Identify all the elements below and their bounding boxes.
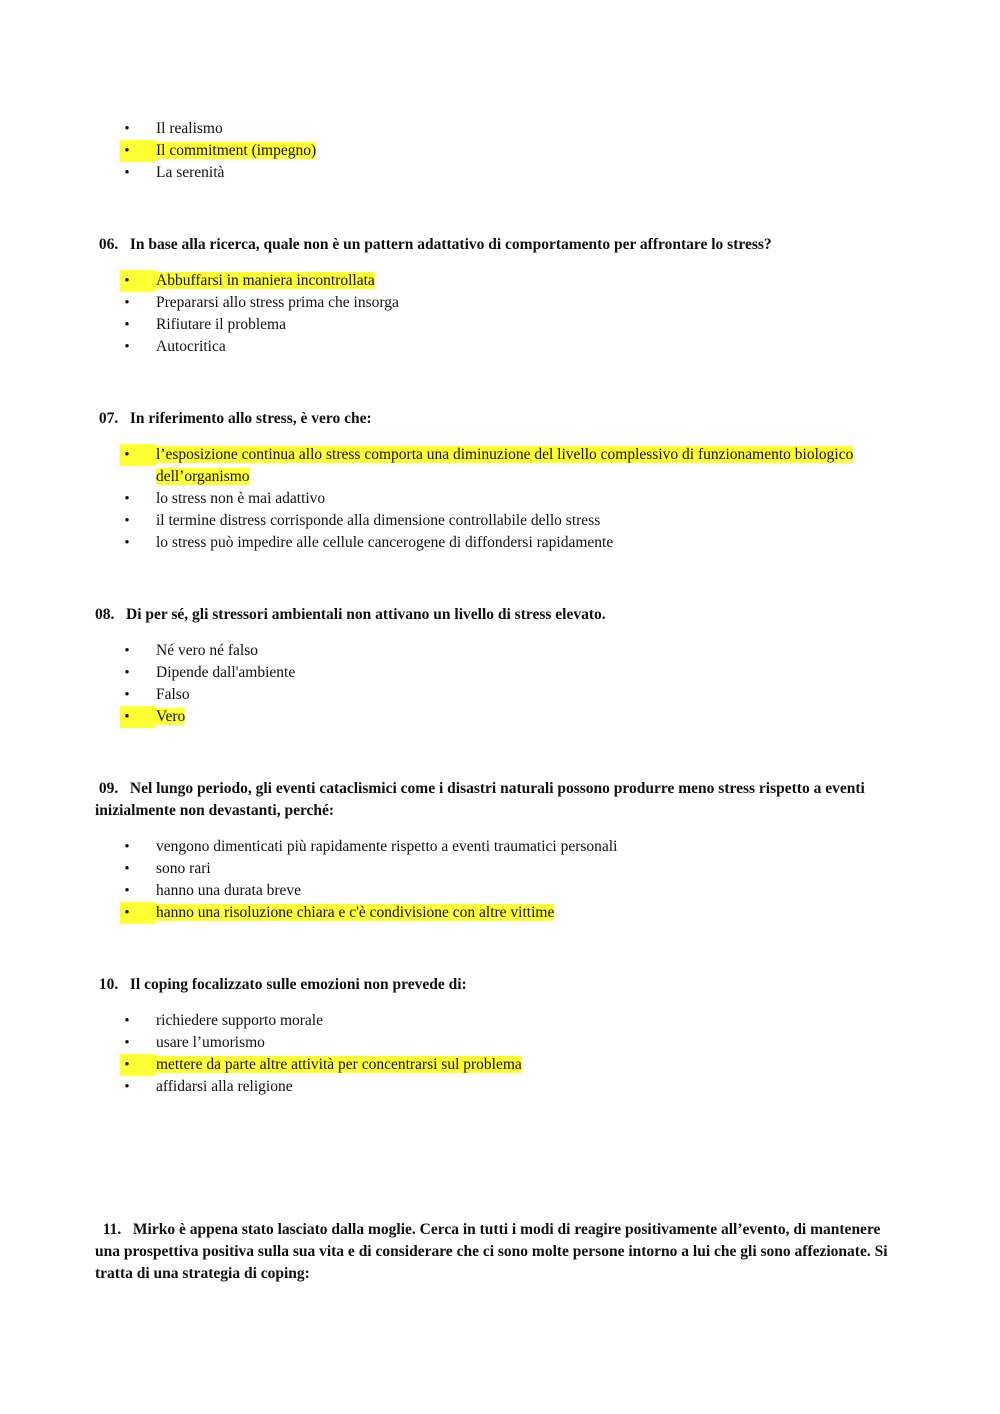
option-item-correct: • Il commitment (impegno) xyxy=(120,140,880,162)
option-item: • sono rari xyxy=(120,858,880,880)
option-item: • Né vero né falso xyxy=(120,640,880,662)
question-06: 06. In base alla ricerca, quale non è un pattern adattativo di comportamento per affrontare lo stress? xyxy=(98,236,772,253)
option-item: • usare l’umorismo xyxy=(120,1032,880,1054)
bullet-icon: • xyxy=(124,491,130,507)
option-item: • Rifiutare il problema xyxy=(120,314,880,336)
option-item: • Il realismo xyxy=(120,118,880,140)
option-item: • richiedere supporto morale xyxy=(120,1010,880,1032)
option-list-08 xyxy=(120,640,880,728)
bullet-icon: • xyxy=(120,270,156,292)
option-item: • vengono dimenticati più rapidamente rispetto a eventi traumatici personali xyxy=(120,836,880,858)
option-item: • Dipende dall'ambiente xyxy=(120,662,880,684)
bullet-icon: • xyxy=(124,1035,130,1051)
question-11: 11. Mirko è appena stato lasciato dalla moglie. Cerca in tutti i modi di reagire positivamente all’evento, di mantenere una prospettiva positiva sulla sua vita e di considerare che ci sono molte persone intorno a lui che gli sono affezionate. Si tratta di una strategia di coping: xyxy=(95,1221,888,1282)
bullet-icon: • xyxy=(124,513,130,529)
bullet-icon: • xyxy=(120,140,156,162)
question-10: 10. Il coping focalizzato sulle emozioni non prevede di: xyxy=(98,976,467,993)
bullet-icon: • xyxy=(124,295,130,311)
bullet-icon: • xyxy=(124,883,130,899)
bullet-icon: • xyxy=(120,1054,156,1076)
option-item-correct: • l’esposizione continua allo stress comporta una diminuzione del livello complessivo di funzionamento biologico dell’organismo xyxy=(120,444,880,488)
option-item: • La serenità xyxy=(120,162,880,184)
bullet-icon: • xyxy=(124,317,130,333)
option-item-correct: • hanno una risoluzione chiara e c'è condivisione con altre vittime xyxy=(120,902,880,924)
question-09: 09. Nel lungo periodo, gli eventi cataclismici come i disastri naturali possono produrre meno stress rispetto a eventi inizialmente non devastanti, perché: xyxy=(95,780,865,819)
bullet-icon: • xyxy=(124,339,130,355)
option-list-06 xyxy=(120,270,880,358)
option-item-correct: • mettere da parte altre attività per concentrarsi sul problema xyxy=(120,1054,880,1076)
question-08: 08. Di per sé, gli stressori ambientali non attivano un livello di stress elevato. xyxy=(95,606,606,623)
option-item: • affidarsi alla religione xyxy=(120,1076,880,1098)
bullet-icon: • xyxy=(124,121,130,137)
option-item: • Autocritica xyxy=(120,336,880,358)
bullet-icon: • xyxy=(124,535,130,551)
option-item-correct: • Abbuffarsi in maniera incontrollata xyxy=(120,270,880,292)
option-item: • lo stress può impedire alle cellule cancerogene di diffondersi rapidamente xyxy=(120,532,880,554)
option-item: • hanno una durata breve xyxy=(120,880,880,902)
option-item: • Prepararsi allo stress prima che insorga xyxy=(120,292,880,314)
bullet-icon: • xyxy=(124,643,130,659)
question-07: 07. In riferimento allo stress, è vero che: xyxy=(98,410,372,427)
bullet-icon: • xyxy=(124,861,130,877)
option-list-07 xyxy=(120,444,880,554)
bullet-icon: • xyxy=(120,444,156,466)
option-list-top xyxy=(120,118,880,184)
bullet-icon: • xyxy=(120,706,156,728)
bullet-icon: • xyxy=(124,839,130,855)
option-item-correct: • Vero xyxy=(120,706,880,728)
option-list-10 xyxy=(120,1010,880,1098)
bullet-icon: • xyxy=(124,165,130,181)
bullet-icon: • xyxy=(124,687,130,703)
option-item: • lo stress non è mai adattivo xyxy=(120,488,880,510)
bullet-icon: • xyxy=(124,665,130,681)
option-item: • Falso xyxy=(120,684,880,706)
bullet-icon: • xyxy=(120,902,156,924)
option-list-09 xyxy=(120,836,880,924)
bullet-icon: • xyxy=(124,1079,130,1095)
option-item: • il termine distress corrisponde alla dimensione controllabile dello stress xyxy=(120,510,880,532)
bullet-icon: • xyxy=(124,1013,130,1029)
